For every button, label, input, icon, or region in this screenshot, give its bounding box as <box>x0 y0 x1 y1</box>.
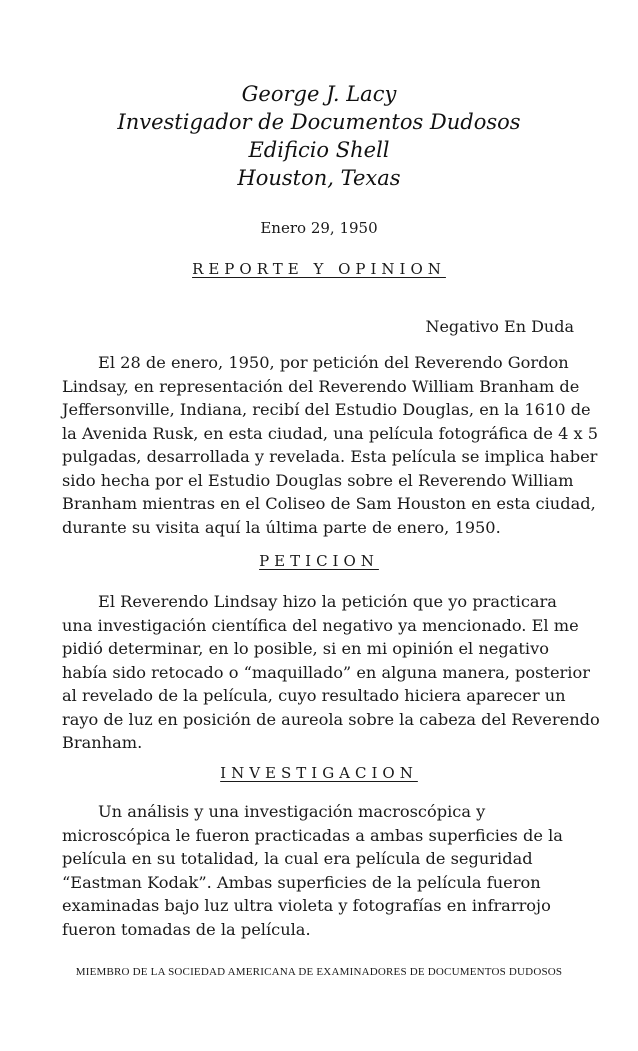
section-title-peticion: PETICION <box>259 552 379 570</box>
paragraph-line: pidió determinar, en lo posible, si en mi opinión el negativo <box>62 639 549 658</box>
letterhead-building: Edificio Shell <box>248 138 390 162</box>
paragraph-line: pulgadas, desarrollada y revelada. Esta película se implica haber <box>62 447 598 466</box>
section-title-report: REPORTE Y OPINION <box>192 260 446 278</box>
paragraph-intro <box>62 351 599 539</box>
paragraph-line: El Reverendo Lindsay hizo la petición que yo practicara <box>98 592 557 611</box>
paragraph-line: la Avenida Rusk, en esta ciudad, una película fotográfica de 4 x 5 <box>62 423 599 443</box>
paragraph-line: Lindsay, en representación del Reverendo William Branham de <box>62 376 580 396</box>
paragraph-line: fueron tomadas de la película. <box>62 919 311 939</box>
paragraph-investigacion <box>62 800 582 941</box>
paragraph-line: Jeffersonville, Indiana, recibí del Estudio Douglas, en la 1610 de <box>62 400 591 419</box>
paragraph-line: Branham mientras en el Coliseo de Sam Houston en esta ciudad, <box>62 494 596 513</box>
paragraph-line: una investigación científica del negativo ya mencionado. El me <box>62 615 579 635</box>
footer-membership: MIEMBRO DE LA SOCIEDAD AMERICANA DE EXAMINADORES DE DOCUMENTOS DUDOSOS <box>75 966 563 978</box>
paragraph-line: había sido retocado o “maquillado” en alguna manera, posterior <box>62 662 590 682</box>
letterhead <box>0 80 638 192</box>
paragraph-line: examinadas bajo luz ultra violeta y fotografías en infrarrojo <box>62 896 551 915</box>
paragraph-line: sido hecha por el Estudio Douglas sobre el Reverendo William <box>62 470 574 490</box>
letterhead-name: George J. Lacy <box>241 82 397 106</box>
paragraph-line: durante su visita aquí la última parte de enero, 1950. <box>62 517 501 537</box>
paragraph-line: al revelado de la película, cuyo resultado hiciera aparecer un <box>62 686 566 705</box>
paragraph-line: rayo de luz en posición de aureola sobre la cabeza del Reverendo <box>62 709 600 729</box>
paragraph-line: microscópica le fueron practicadas a ambas superficies de la <box>62 825 563 845</box>
paragraph-line: Branham. <box>62 733 143 752</box>
paragraph-line: “Eastman Kodak”. Ambas superficies de la película fueron <box>62 872 541 892</box>
letterhead-title: Investigador de Documentos Dudosos <box>117 110 521 134</box>
document-subject: Negativo En Duda <box>425 317 574 336</box>
letterhead-city: Houston, Texas <box>237 166 401 190</box>
paragraph-line: Un análisis y una investigación macroscópica y <box>98 802 486 821</box>
paragraph-peticion <box>62 590 600 755</box>
section-title-investigacion: INVESTIGACION <box>220 764 418 782</box>
paragraph-line: película en su totalidad, la cual era película de seguridad <box>62 849 533 868</box>
paragraph-line: El 28 de enero, 1950, por petición del Reverendo Gordon <box>98 353 569 372</box>
document-date: Enero 29, 1950 <box>260 219 378 237</box>
